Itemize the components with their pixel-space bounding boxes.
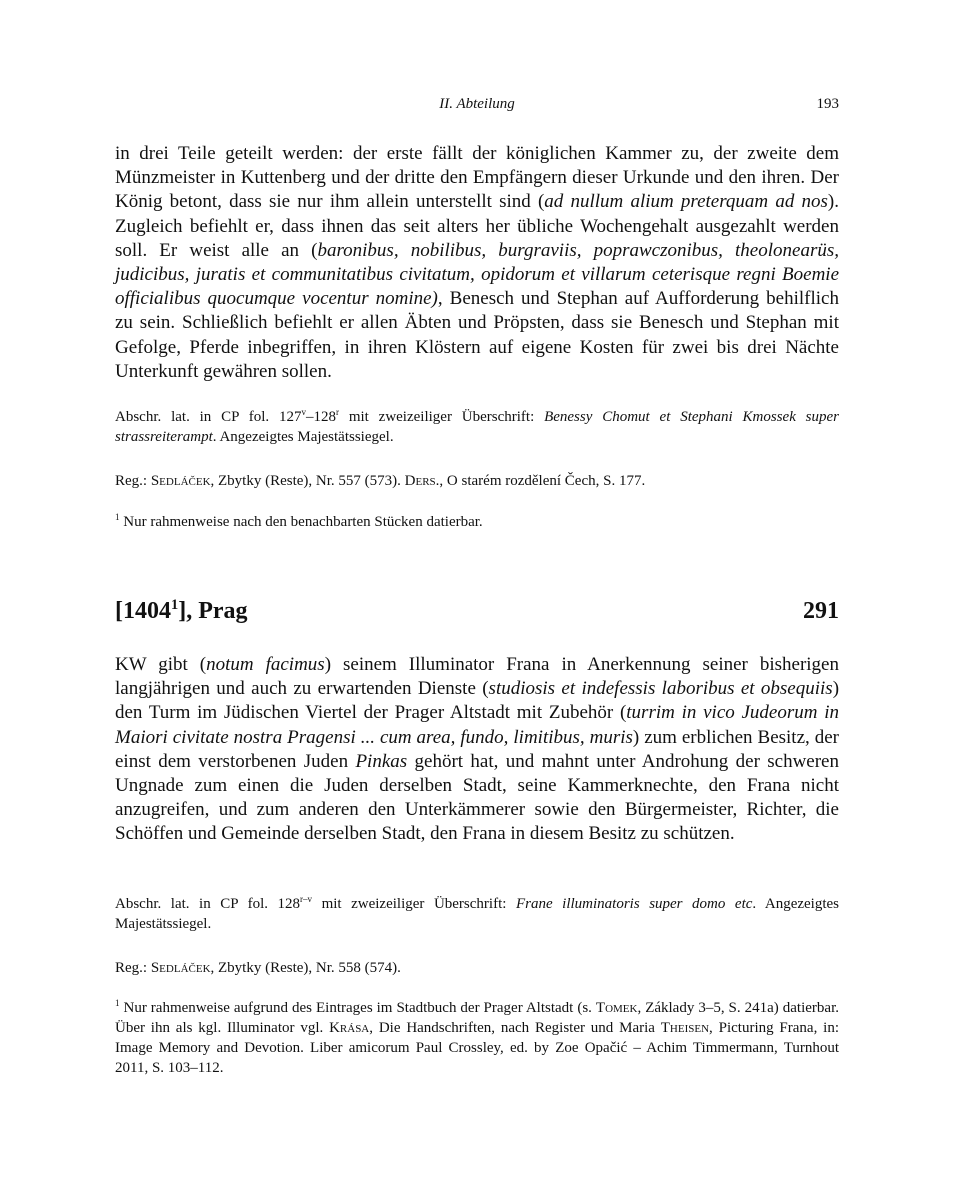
- text-run: . Angezeigtes Majestätssiegel.: [115, 896, 840, 932]
- text-run: Abschr. lat. in CP fol. 128: [115, 896, 301, 912]
- entry-source-note: [115, 894, 839, 934]
- entry-date: [115, 598, 248, 625]
- author-name: Sedláček: [150, 473, 211, 489]
- author-name: Ders: [404, 473, 436, 489]
- prev-footnote: [115, 512, 839, 532]
- latin-quote: Frane illuminatoris super domo etc: [515, 896, 753, 912]
- entry-reg-note: [115, 958, 839, 978]
- text-run: , Zbytky (Reste), Nr. 558 (574).: [210, 960, 401, 976]
- page-number: 193: [816, 96, 839, 112]
- superscript-mark: r–v: [300, 894, 313, 904]
- superscript-mark: v: [301, 407, 306, 417]
- entry-number: 291: [803, 598, 839, 624]
- superscript-mark: 1: [115, 512, 120, 522]
- text-run: mit zweizeiliger Überschrift:: [312, 896, 516, 912]
- prev-source-note: [115, 407, 839, 447]
- entry-date-post: ], Prag: [178, 598, 248, 624]
- text-run: Reg.:: [115, 473, 151, 489]
- superscript-mark: r: [336, 407, 339, 417]
- text-run: KW gibt (: [115, 654, 207, 675]
- prev-reg-note: [115, 471, 839, 491]
- text-run: ) den Turm im Jüdischen Viertel der Prager Altstadt mit Zubehör (: [115, 678, 840, 724]
- latin-quote: Pinkas: [355, 750, 408, 772]
- text-run: Nur rahmenweise aufgrund des Eintrages im Stadtbuch der Prager Altstadt (s.: [119, 1000, 596, 1016]
- text-run: mit zweizeiliger Überschrift:: [339, 409, 545, 425]
- text-run: gehört hat, und mahnt unter Androhung der schweren Ungnade zum einen die Juden derselben Stadt, seine Kammerknechte, den Frana nicht anzugreifen, und zum anderen den Unterkämmerer sowie den Bürgermeister, Richter, die Schöffen und Gemeinde derselben Stadt, den Frana in diesem Besitz zu schützen.: [115, 750, 839, 845]
- text-run: ) zum erblichen Besitz, der einst dem verstorbenen Juden: [115, 726, 839, 772]
- text-run: –128: [306, 409, 336, 425]
- latin-quote: Benessy Chomut et Stephani Kmossek super strassreiterampt: [115, 409, 840, 445]
- entry-date-footnote-mark: 1: [171, 597, 179, 613]
- entry-regest-text: [115, 653, 839, 847]
- latin-quote: ad nullum alium preterquam ad nos: [544, 191, 828, 213]
- latin-quote: notum facimus: [206, 654, 325, 675]
- text-run: Abschr. lat. in CP fol. 127: [115, 409, 302, 425]
- text-run: , Die Handschriften, nach Register und Maria: [369, 1020, 661, 1036]
- latin-quote: turrim in vico Judeorum in Maiori civitate nostra Pragensi ... cum area, fundo, limitibus, muris: [115, 702, 839, 748]
- entry-date-pre: [1404: [115, 598, 171, 624]
- text-run: in drei Teile geteilt werden: der erste fällt der königlichen Kammer zu, der zweite dem Münzmeister in Kuttenberg und der dritte den Empfängern dieser Urkunde und den ihren. Der König betont, dass sie nur ihm allein unterstellt sind (: [115, 143, 839, 213]
- text-run: , Benesch und Stephan auf Aufforderung behilflich zu sein. Schließlich befiehlt er allen Äbten und Pröpsten, dass sie Benesch und Stephan mit Gefolge, Pferde inbegriffen, in ihren Klöstern auf eigene Kosten für zwei bis drei Nächte Unterkunft gewähren sollen.: [115, 288, 839, 382]
- prev-regest-text: [115, 142, 839, 384]
- superscript-mark: 1: [115, 998, 120, 1008]
- latin-quote: studiosis et indefessis laboribus et obsequiis: [488, 678, 833, 700]
- latin-quote: baronibus, nobilibus, burgraviis, poprawczonibus, theolonearüs, judicibus, juratis et communitatibus civitatum, opidorum et villarum ceterisque regni Boemie officialibus quocumque vocentur nomine): [115, 239, 839, 310]
- text-run: Nur rahmenweise nach den benachbarten Stücken datierbar.: [119, 514, 483, 530]
- running-head: [115, 96, 839, 118]
- text-run: ., O starém rozdělení Čech, S. 177.: [435, 473, 646, 489]
- author-name: Krása: [329, 1020, 370, 1036]
- text-run: , Picturing Frana, in: Image Memory and Devotion. Liber amicorum Paul Crossley, ed. by Zoe Opačić – Achim Timmermann, Turnhout 2011, S. 103–112.: [115, 1020, 839, 1076]
- entry-header: [115, 598, 839, 630]
- text-run: ) seinem Illuminator Frana in Anerkennung seiner bisherigen langjährigen und auch zu erwartenden Dienste (: [115, 654, 839, 700]
- author-name: Sedláček: [150, 960, 211, 976]
- text-run: , Zbytky (Reste), Nr. 557 (573).: [210, 473, 405, 489]
- text-run: , Základy 3–5, S. 241a) datierbar. Über ihn als kgl. Illuminator vgl.: [115, 1000, 839, 1036]
- entry-footnote: [115, 998, 839, 1078]
- text-run: . Angezeigtes Majestätssiegel.: [212, 429, 394, 445]
- author-name: Theisen: [660, 1020, 710, 1036]
- text-run: Reg.:: [115, 960, 151, 976]
- text-run: ). Zugleich befiehlt er, dass ihnen das seit alters her übliche Wochengehalt ausgezahlt werden soll. Er weist alle an (: [115, 191, 839, 261]
- author-name: Tomek: [595, 1000, 638, 1016]
- running-title: II. Abteilung: [439, 96, 515, 112]
